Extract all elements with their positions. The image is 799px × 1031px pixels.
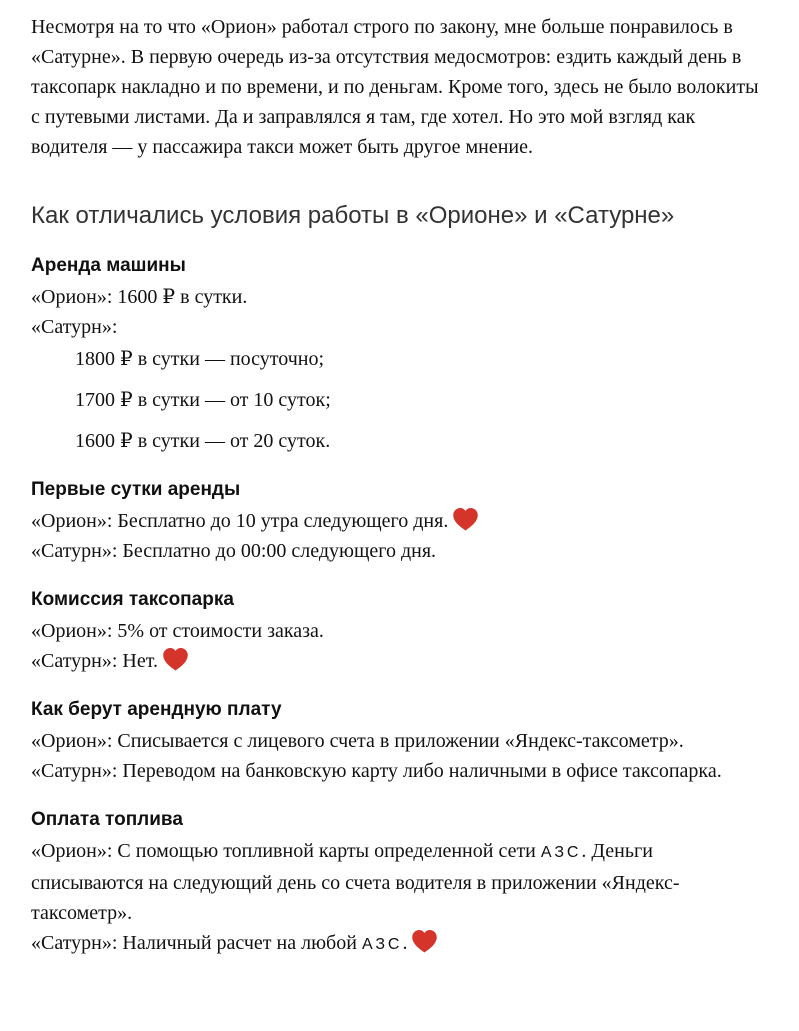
saturn-line [31, 928, 767, 960]
azs-abbr: АЗС [540, 844, 582, 861]
saturn-line-text: «Сатурн»: Нет. [31, 650, 158, 672]
orion-line [31, 506, 767, 536]
section-fuel [31, 807, 767, 960]
rate-item: 1800 ₽ в сутки — посуточно; [75, 348, 325, 370]
heart-icon [453, 508, 478, 531]
section-heading: Как отличались условия работы в «Орионе» и «Сатурне» [31, 202, 675, 229]
heart-icon [412, 930, 437, 953]
intro-paragraph: Несмотря на то что «Орион» работал строго по закону, мне больше понравилось в «Сатурне». В первую очередь из-за отсутствия медосмотров: ездить каждый день в таксопарк накладно и по времени, и по деньгам. Кроме того, здесь не было волокиты с путевыми листами. Да и заправлялся я там, где хотел. Но это мой взгляд как водителя — у пассажира такси может быть другое мнение. [31, 16, 759, 158]
section-commission [31, 587, 767, 676]
section-rent-payment [31, 697, 767, 786]
rate-item: 1700 ₽ в сутки — от 10 суток; [75, 389, 331, 411]
orion-line: «Орион»: 1600 ₽ в сутки. [31, 286, 248, 308]
orion-line-text: «Орион»: Бесплатно до 10 утра следующего дня. [31, 510, 449, 532]
rate-item: 1600 ₽ в сутки — от 20 суток. [75, 430, 331, 452]
rate-list [31, 344, 767, 456]
azs-abbr: АЗС [361, 936, 403, 953]
section-rent [31, 253, 767, 456]
saturn-line-text: . [402, 932, 408, 954]
orion-line-text: «Орион»: С помощью топливной карты определенной сети [31, 840, 541, 862]
saturn-line: «Сатурн»: [31, 316, 118, 338]
saturn-line: «Сатурн»: Бесплатно до 00:00 следующего дня. [31, 540, 437, 562]
section-title: Комиссия таксопарка [31, 589, 234, 610]
saturn-line: «Сатурн»: Переводом на банковскую карту либо наличными в офисе таксопарка. [31, 760, 722, 782]
section-title: Оплата топлива [31, 809, 183, 830]
section-title: Аренда машины [31, 255, 186, 276]
section-first-day [31, 477, 767, 566]
orion-line: «Орион»: Списывается с лицевого счета в приложении «Яндекс-таксометр». [31, 730, 684, 752]
saturn-line-text: «Сатурн»: Наличный расчет на любой [31, 932, 362, 954]
orion-line-text: . Деньги списываются на следующий день со счета водителя в приложении «Яндекс-таксометр». [31, 840, 680, 924]
heart-icon [163, 648, 188, 671]
section-title: Как берут арендную плату [31, 699, 282, 720]
orion-line [31, 836, 767, 928]
orion-line: «Орион»: 5% от стоимости заказа. [31, 620, 324, 642]
section-title: Первые сутки аренды [31, 479, 241, 500]
saturn-line [31, 646, 767, 676]
